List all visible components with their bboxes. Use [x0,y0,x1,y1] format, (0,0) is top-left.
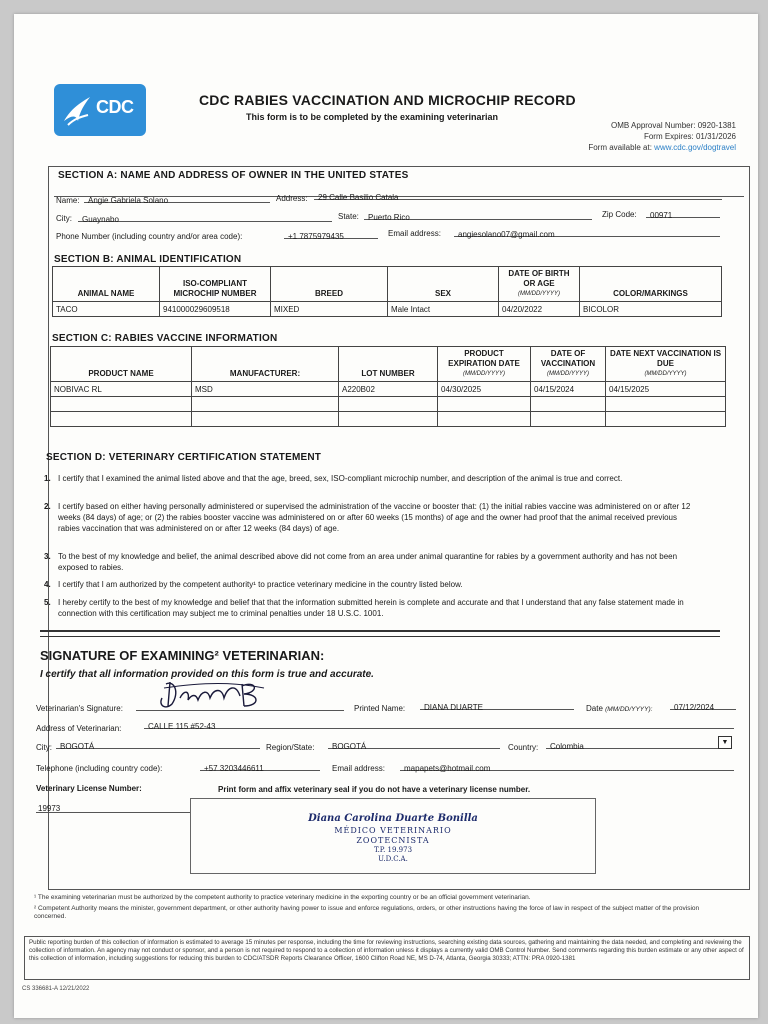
stamp-line: Diana Carolina Duarte Bonilla [308,813,478,824]
statement-1 [44,473,694,497]
vet-signature-label: Veterinarian's Signature: [36,704,123,713]
statement-3 [44,551,694,575]
sig-date-field[interactable] [670,697,736,710]
vet-country-value: Colombia [550,742,584,751]
sig-date-format: (MM/DD/YYYY): [605,706,653,713]
stamp-line: U.D.C.A. [378,855,408,863]
sig-date-label-text: Date [586,704,603,713]
owner-name-value: Angie Gabriela Solano [88,196,169,205]
dob-cell[interactable]: 04/20/2022 [499,302,580,317]
statement-number: 2. [44,502,51,511]
page-title: CDC RABIES VACCINATION AND MICROCHIP RECORD [199,92,576,108]
chevron-down-icon[interactable]: ▼ [718,736,732,749]
omb-number: OMB Approval Number: 0920-1381 [611,121,736,130]
owner-zip-field[interactable] [646,205,720,218]
form-number: CS 336681-A 12/21/2022 [22,986,90,992]
owner-city-field[interactable] [78,209,332,222]
burden-statement: Public reporting burden of this collection of information is estimated to average 15 minutes per response, including the time for reviewing instructions, searching existing data sources, gathering and maintaining the data needed, and completing and reviewing the collection of information. An agency may not conduct or sponsor, and a person is not required to respond to a collection of information unless it displays a currently valid OMB Control Number. Send comments regarding this burden estimate or any other aspect of this collection of information, including suggestions for reducing this burden to CDC/ATSDR Reports Clearance Officer, 1600 Clifton Road NE, MS D-74, Atlanta, Georgia 30333; ATTN: PRA 0920-1381 [24,936,750,980]
lot-cell[interactable]: A220B02 [339,382,438,397]
col-microchip: ISO-COMPLIANT MICROCHIP NUMBER [160,267,271,302]
empty-cell[interactable] [192,412,339,427]
license-field[interactable] [36,798,190,813]
statement-5 [44,597,694,621]
col-vacc-date [531,347,606,382]
col-next-due-label: DATE NEXT VACCINATION IS DUE [609,349,722,368]
animal-name-cell[interactable]: TACO [53,302,160,317]
stamp-line: T.P. 19.973 [373,846,413,854]
sig-date-value: 07/12/2024 [674,703,715,712]
animal-table [52,266,722,317]
stamp-line: MÉDICO VETERINARIO [334,826,452,835]
logo-text: CDC [96,97,134,117]
owner-name-label: Name: [56,196,80,205]
statement-number: 1. [44,474,51,483]
owner-email-label: Email address: [388,229,441,238]
footnote-1: ¹ The examining veterinarian must be authorized by the competent authority to practice veterinary medicine in the exporting country or be an official government veterinarian. [34,894,531,901]
vet-country-label: Country: [508,743,539,752]
section-b-title: SECTION B: ANIMAL IDENTIFICATION [54,254,242,265]
statement-2 [44,501,694,547]
breed-cell[interactable]: MIXED [271,302,388,317]
product-cell[interactable]: NOBIVAC RL [51,382,192,397]
stamp-line: ZOOTECNISTA [356,836,430,845]
empty-cell[interactable] [438,412,531,427]
manufacturer-cell[interactable]: MSD [192,382,339,397]
vaccine-row-empty [51,397,726,412]
owner-city-label: City: [56,214,72,223]
vet-country-select[interactable] [546,736,732,749]
page-subtitle: This form is to be completed by the examining veterinarian [246,112,499,122]
col-dob-format: (MM/DD/YYYY) [518,291,560,297]
vaccine-table-header [51,347,726,382]
owner-state-value: Puerto Rico [368,213,410,222]
empty-cell[interactable] [531,397,606,412]
empty-cell[interactable] [339,412,438,427]
owner-zip-label: Zip Code: [602,210,637,219]
col-next-due-format: (MM/DD/YYYY) [644,371,687,377]
vet-region-value: BOGOTÁ [332,742,367,751]
col-manufacturer: MANUFACTURER: [192,347,339,382]
col-animal-name: ANIMAL NAME [53,267,160,302]
col-vacc-date-label: DATE OF VACCINATION [540,349,596,368]
vet-email-label: Email address: [332,764,385,773]
statement-text: I hereby certify to the best of my knowledge and belief that that the information submitted herein is complete and accurate and that I understand that any false statement made in connection with this certification may subject me to criminal penalties under 18 U.S.C. 1001. [58,598,684,618]
microchip-cell[interactable]: 941000029609518 [160,302,271,317]
owner-email-field[interactable] [454,224,720,237]
form-page [14,14,758,1018]
col-dob [499,267,580,302]
license-label: Veterinary License Number: [36,784,142,793]
col-next-due [606,347,726,382]
empty-cell[interactable] [438,397,531,412]
vet-email-value: mapapets@hotmail.com [404,764,491,773]
empty-cell[interactable] [531,412,606,427]
vet-phone-field[interactable] [200,758,320,771]
vet-region-label: Region/State: [266,743,315,752]
statement-text: I certify that I am authorized by the competent authority¹ to practice veterinary medicine in the country listed below. [58,580,463,589]
owner-address-field[interactable] [314,187,722,200]
col-expiration-format: (MM/DD/YYYY) [463,371,505,377]
next-due-cell[interactable]: 04/15/2025 [606,382,726,397]
statement-number: 3. [44,552,51,561]
seal-label: Print form and affix veterinary seal if you do not have a veterinary license number. [218,785,531,794]
col-vacc-date-format: (MM/DD/YYYY) [547,371,589,377]
color-cell[interactable]: BICOLOR [580,302,722,317]
form-available [588,142,736,153]
cdc-logo [54,84,146,136]
owner-state-field[interactable] [364,207,592,220]
col-breed: BREED [271,267,388,302]
animal-row [53,302,722,317]
statement-text: I certify that I examined the animal listed above and that the age, breed, sex, ISO-compliant microchip number, and description of the animal is true and correct. [58,474,623,483]
vaccine-row-empty [51,412,726,427]
vaccine-row [51,382,726,397]
vet-phone-value: +57 3203446611 [204,764,264,773]
empty-cell[interactable] [51,412,192,427]
vet-city-value: BOGOTÁ [60,742,95,751]
printed-name-field[interactable] [420,697,574,710]
sex-cell[interactable]: Male Intact [388,302,499,317]
printed-name-value: DIANA DUARTE [424,703,483,712]
col-color: COLOR/MARKINGS [580,267,722,302]
empty-cell[interactable] [192,397,339,412]
owner-phone-field[interactable] [284,226,378,239]
owner-phone-label: Phone Number (including country and/or area code): [56,232,243,241]
owner-name-field[interactable] [84,190,270,203]
col-sex: SEX [388,267,499,302]
empty-cell[interactable] [606,412,726,427]
vet-address-field[interactable] [144,716,734,729]
vet-city-field[interactable] [56,736,260,749]
animal-table-header [53,267,722,302]
section-c-title: SECTION C: RABIES VACCINE INFORMATION [52,333,278,344]
owner-city-value: Guaynabo [82,215,119,224]
vet-signature-field[interactable] [136,694,344,711]
section-a-title: SECTION A: NAME AND ADDRESS OF OWNER IN THE UNITED STATES [58,170,409,181]
handwritten-signature-icon [144,676,324,712]
sig-date-label [586,704,652,713]
license-value: 19973 [38,804,61,813]
vaccine-table [50,346,726,427]
hhs-eagle-icon [60,91,94,129]
vet-phone-label: Telephone (including country code): [36,764,163,773]
statement-text: To the best of my knowledge and belief, the animal described above did not come from an area under animal quarantine for rabies by a government authority and has not been exposed to rabies. [58,552,678,572]
statement-number: 4. [44,580,51,589]
col-lot: LOT NUMBER [339,347,438,382]
owner-email-value: angiesolano07@gmail.com [458,230,555,239]
owner-phone-value: +1 7875979435 [288,232,344,241]
divider [40,630,720,637]
vet-city-label: City: [36,743,52,752]
col-product: PRODUCT NAME [51,347,192,382]
form-available-label: Form available at: [588,143,652,152]
owner-address-value: 29 Calle Basilio Catala [318,193,399,202]
statement-text: I certify based on either having personally administered or supervised the administration of the vaccine or booster that: (1) the initial rabies vaccine was administered on or after 12 weeks (84 days) of age; or (2) the rabies booster vaccine was administered on or after 60 weeks (15 months) of age and the owner had proof that the animal received previous rabies vaccination that was administered on or after 12 weeks (84 days) of age. [58,502,691,533]
vet-address-value: CALLE 115 #52-43 [148,722,216,731]
signature-certify: I certify that all information provided on this form is true and accurate. [40,669,374,680]
owner-zip-value: 00971 [650,211,673,220]
empty-cell[interactable] [339,397,438,412]
vacc-date-cell[interactable]: 04/15/2024 [531,382,606,397]
signature-heading: SIGNATURE OF EXAMINING² VETERINARIAN: [40,648,325,663]
statement-number: 5. [44,598,51,607]
owner-address-label: Address: [276,194,308,203]
empty-cell[interactable] [606,397,726,412]
section-d-title: SECTION D: VETERINARY CERTIFICATION STATEMENT [46,452,322,463]
col-expiration [438,347,531,382]
col-expiration-label: PRODUCT EXPIRATION DATE [448,349,520,368]
vet-address-label: Address of Veterinarian: [36,724,122,733]
printed-name-label: Printed Name: [354,704,406,713]
vet-email-field[interactable] [400,758,734,771]
expiration-cell[interactable]: 04/30/2025 [438,382,531,397]
vet-region-field[interactable] [328,736,500,749]
owner-state-label: State: [338,212,359,221]
footnote-2: ² Competent Authority means the minister, government department, or other authority having power to issue and enforce regulations, orders, or other instructions having the force of law in respect of the subject matter of the provision concerned. [34,905,700,920]
form-available-link[interactable]: www.cdc.gov/dogtravel [654,143,736,152]
seal-box [190,798,596,874]
col-dob-label: DATE OF BIRTH OR AGE [508,269,570,288]
empty-cell[interactable] [51,397,192,412]
statement-4 [44,579,694,591]
form-expires: Form Expires: 01/31/2026 [643,132,736,141]
